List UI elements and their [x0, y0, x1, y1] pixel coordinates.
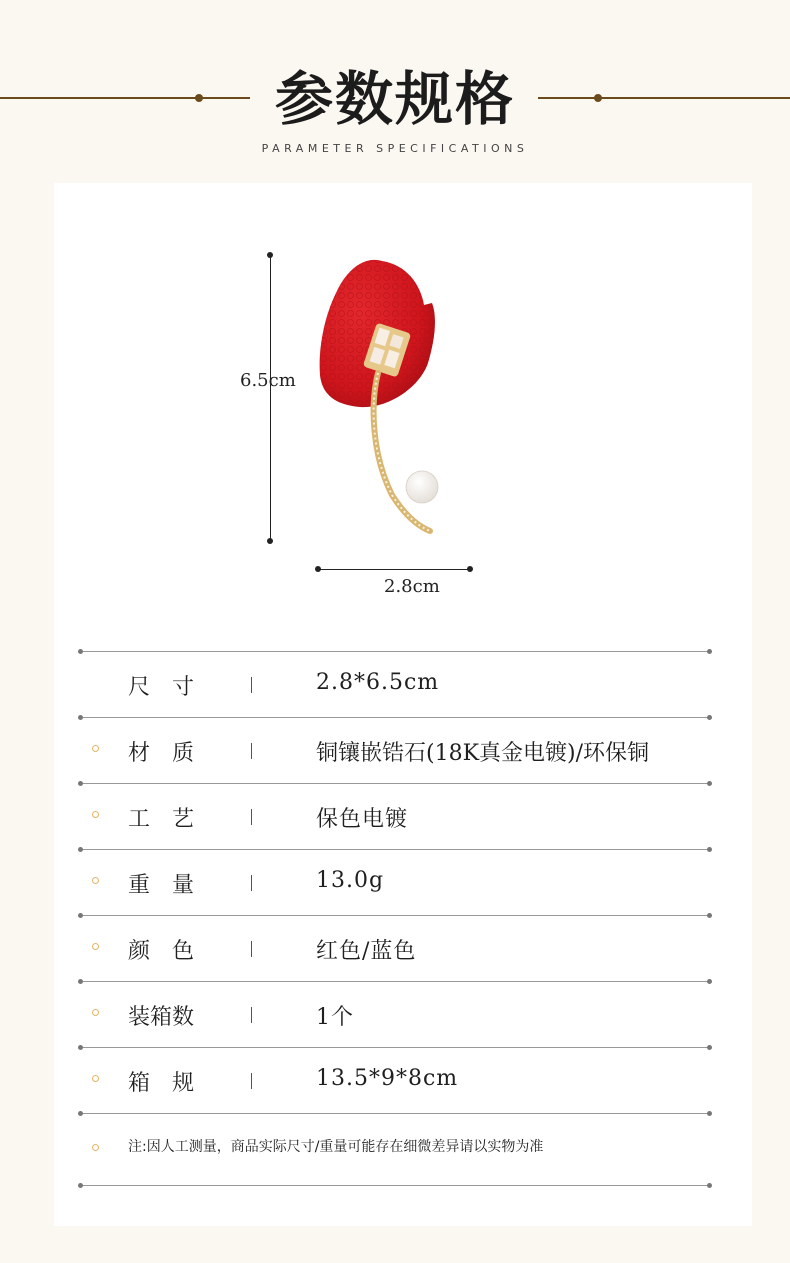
width-dimension-line [318, 569, 470, 570]
spec-row-material [80, 718, 710, 783]
spec-separator [251, 941, 252, 957]
spec-row-packing-qty [80, 982, 710, 1047]
spec-separator [251, 809, 252, 825]
spec-label: 材 质 [128, 741, 195, 766]
width-dimension-dot-right [467, 566, 473, 572]
product-image [310, 255, 460, 545]
spec-separator [251, 875, 252, 891]
bullet-icon [92, 877, 99, 884]
bullet-icon [92, 1009, 99, 1016]
bullet-icon [92, 1075, 99, 1082]
spec-label: 颜 色 [128, 939, 195, 964]
spec-row-weight [80, 850, 710, 915]
row-divider [80, 1185, 710, 1186]
spec-value: 13.0g [316, 868, 385, 893]
spec-label: 工 艺 [128, 807, 195, 832]
header [0, 0, 790, 170]
spec-separator [251, 677, 252, 693]
spec-value: 13.5*9*8cm [316, 1066, 459, 1091]
spec-label: 尺 寸 [128, 675, 195, 700]
height-dimension-dot-top [267, 252, 273, 258]
spec-separator [251, 1073, 252, 1089]
bullet-icon [92, 943, 99, 950]
spec-row-color [80, 916, 710, 981]
spec-table [80, 651, 710, 1186]
pearl [406, 471, 438, 503]
height-dimension-label: 6.5cm [240, 370, 296, 391]
width-dimension-dot-left [315, 566, 321, 572]
width-dimension-label: 2.8cm [384, 576, 440, 597]
spec-row-craft [80, 784, 710, 849]
spec-label: 箱 规 [128, 1071, 195, 1096]
spec-value: 保色电镀 [316, 807, 409, 832]
bullet-icon [92, 745, 99, 752]
page-title: 参数规格 [274, 65, 515, 133]
spec-value: 1个 [316, 1005, 354, 1030]
spec-label: 装箱数 [128, 1005, 195, 1030]
spec-value: 铜镶嵌锆石(18K真金电镀)/环保铜 [316, 741, 650, 766]
spec-separator [251, 1007, 252, 1023]
spec-value: 2.8*6.5cm [316, 670, 440, 695]
page-subtitle: PARAMETER SPECIFICATIONS [261, 142, 529, 155]
note-row [80, 1114, 710, 1185]
bullet-icon [92, 811, 99, 818]
spec-row-box-size [80, 1048, 710, 1113]
spec-label: 重 量 [128, 873, 195, 898]
bullet-icon [92, 1144, 99, 1151]
spec-separator [251, 743, 252, 759]
height-dimension-dot-bottom [267, 538, 273, 544]
measurement-note: 注:因人工测量，商品实际尺寸/重量可能存在细微差异请以实物为准 [128, 1139, 544, 1155]
height-dimension-line [270, 255, 271, 541]
spec-row-size [80, 652, 710, 717]
spec-value: 红色/蓝色 [316, 939, 417, 964]
